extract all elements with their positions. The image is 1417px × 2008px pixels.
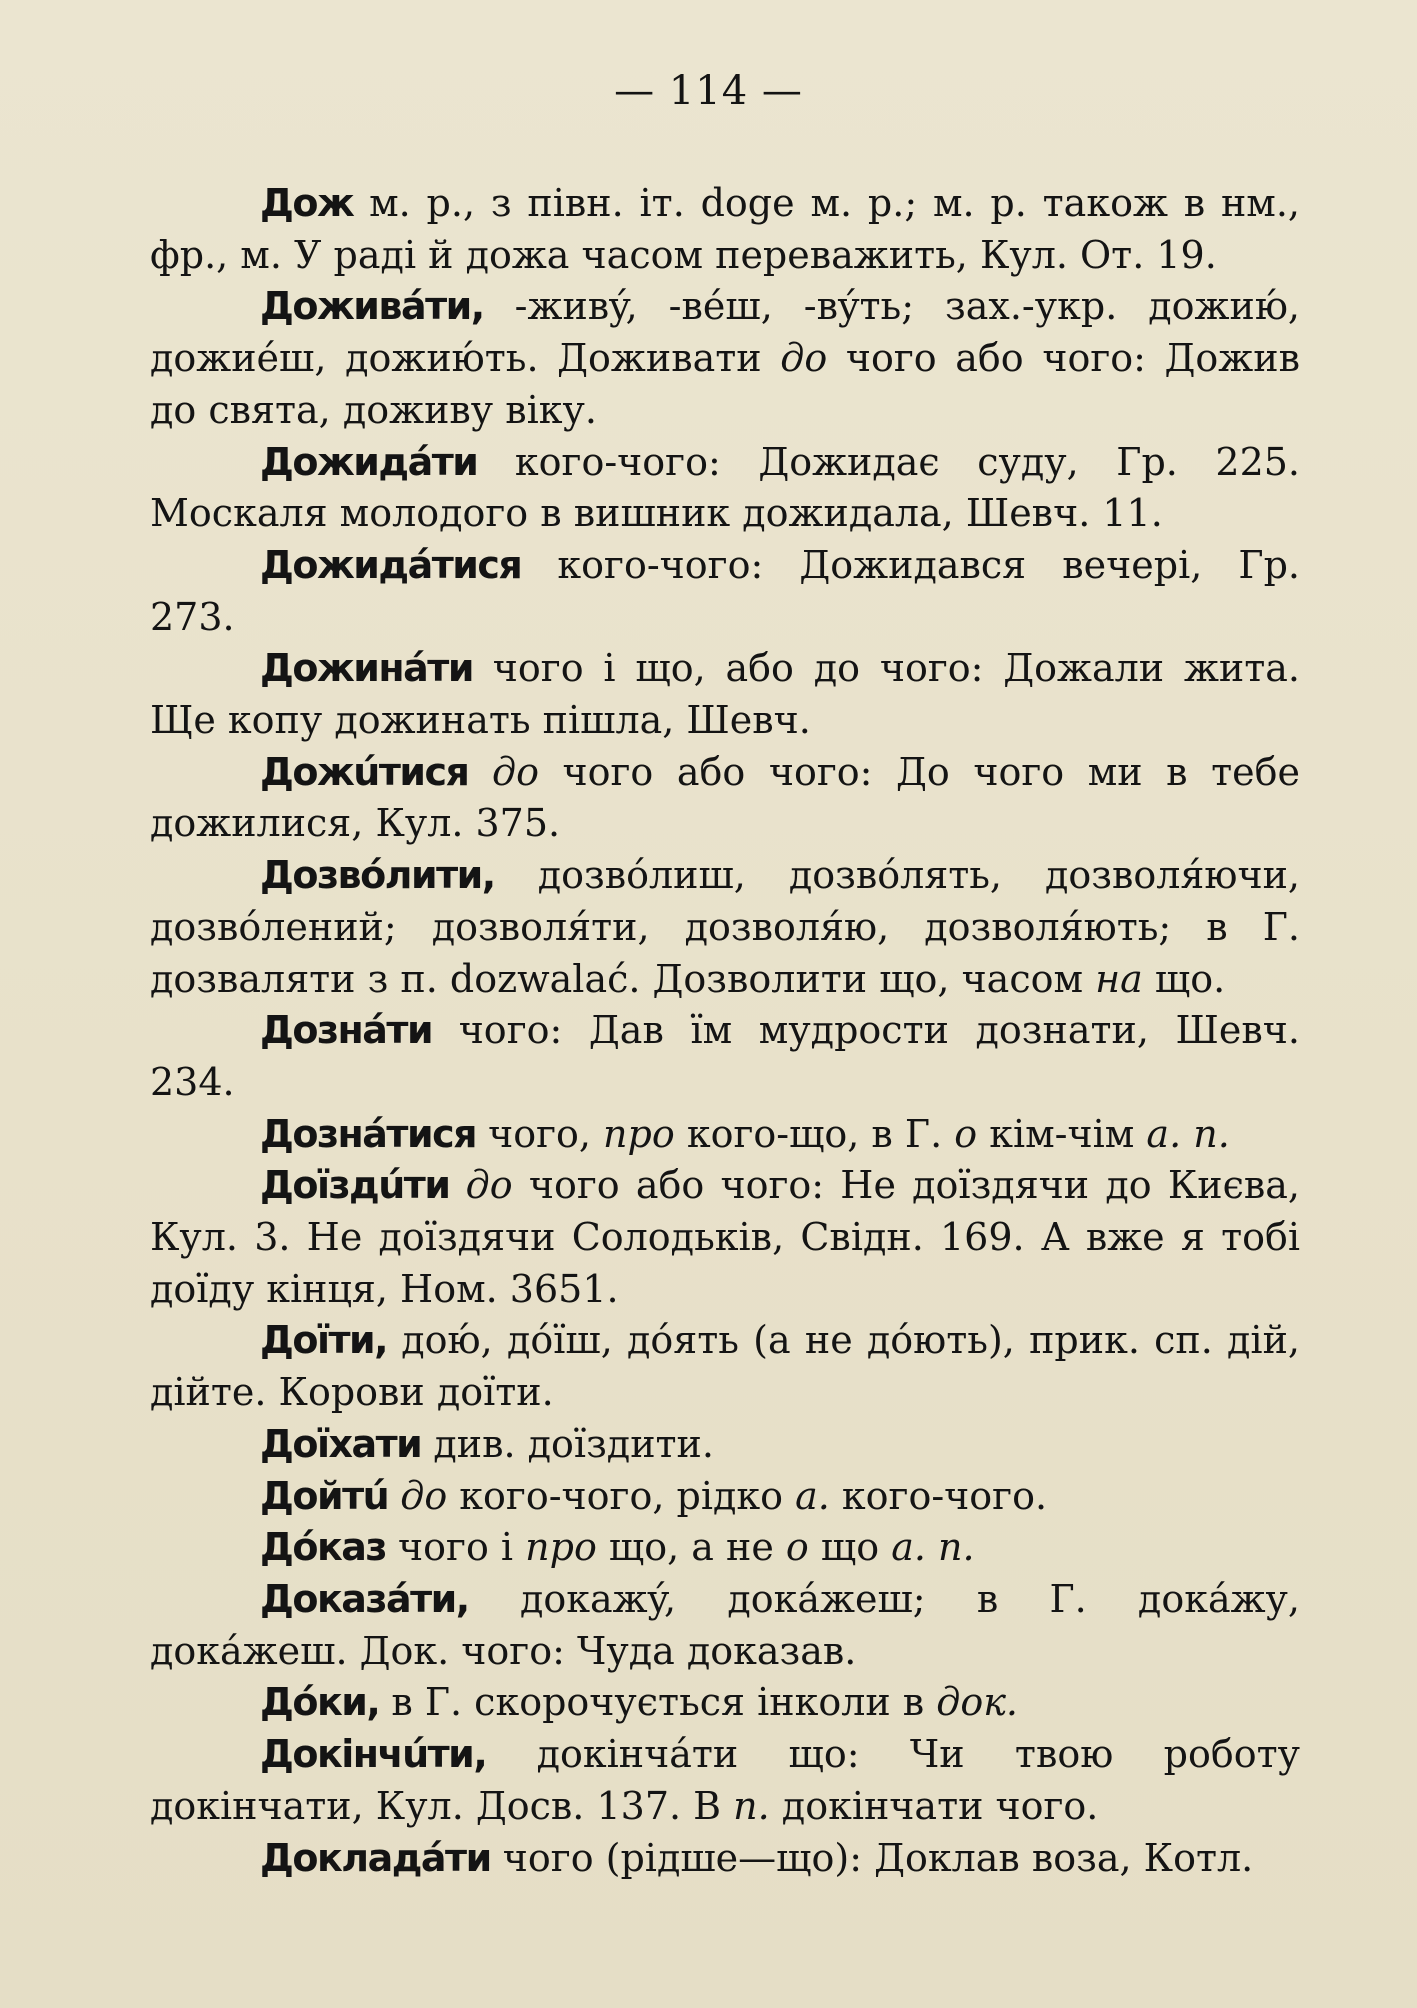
entry-text — [388, 1474, 400, 1518]
entry-text: дозвóлиш, дозвóлять, дозволя́ючи, дозвóлений; дозволя́ти, дозволя́ю, дозволя́ють; в Г. дозвaляти з п. dozwalać. Дозволити що, часом — [150, 853, 1300, 1001]
dictionary-entry — [150, 1160, 1300, 1315]
entry-text: чого і що, або до чого: Дожали жита. Ще копу дожинать пішла, Шевч. — [150, 646, 1300, 743]
entry-headword: Дож — [260, 181, 354, 225]
entry-text: чого, — [476, 1111, 604, 1156]
entry-headword: Доїздúти — [260, 1163, 450, 1208]
dictionary-entry — [150, 437, 1300, 540]
dictionary-entry — [150, 178, 1300, 281]
entry-italic-text: до — [465, 1163, 513, 1208]
entry-headword: Доказáти, — [260, 1576, 469, 1621]
dictionary-entry — [150, 747, 1300, 850]
entry-text: кім-чім — [977, 1111, 1147, 1156]
entry-headword: Дойтú — [260, 1473, 389, 1518]
dictionary-entry — [150, 1471, 1300, 1523]
entry-headword: Дозвóлити, — [260, 853, 495, 898]
dictionary-entry — [150, 540, 1300, 643]
entry-text: чого: Дав їм мудрости дознати, Шевч. 234. — [150, 1008, 1300, 1104]
entry-italic-text: до — [780, 336, 828, 381]
entry-text — [468, 750, 492, 794]
entry-italic-text: док. — [936, 1680, 1018, 1725]
entry-text: кого-чого: Дожидався вечері, Гр. 273. — [150, 542, 1300, 639]
entry-text: докінчáти що: Чи твою роботу докінчати, Кул. Досв. 137. В — [150, 1732, 1300, 1828]
entry-headword: Дознáти — [260, 1008, 433, 1053]
entry-text: кого-що, в Г. — [674, 1111, 955, 1156]
entry-italic-text: до — [491, 749, 539, 794]
entry-text: дою́, дóїш, дóять (а не дóють), прик. сп. дій, дійте. Корови доїти. — [150, 1318, 1300, 1415]
entry-headword: Доїти, — [260, 1318, 388, 1363]
dictionary-entry — [150, 1419, 1300, 1471]
dictionary-entries — [150, 178, 1300, 1884]
dictionary-entry — [150, 1522, 1300, 1574]
entry-text: що, а не — [596, 1525, 786, 1570]
dictionary-entry — [150, 850, 1300, 1005]
dictionary-entry — [150, 1574, 1300, 1677]
entry-text — [449, 1163, 465, 1207]
dictionary-entry — [150, 281, 1300, 436]
page-number: — 114 — — [614, 68, 803, 114]
entry-italic-text: на — [1095, 956, 1143, 1001]
entry-italic-text: про — [603, 1111, 675, 1156]
entry-text: чого або чого: До чого ми в тебе дожилися, Кул. 375. — [150, 749, 1300, 846]
entry-headword: Дóказ — [260, 1525, 386, 1570]
entry-text: чого або чого: Дожив до свята, доживу віку. — [150, 336, 1300, 432]
entry-text: чого або чого: Не доїздячи до Києва, Кул. 3. Не доїздячи Солодьків, Свідн. 169. А вже я тобі доїду кінця, Ном. 3651. — [150, 1163, 1300, 1311]
entry-text: чого (рідше—що): Доклав воза, Котл. — [490, 1835, 1254, 1880]
entry-text: кого-чого. — [829, 1473, 1048, 1518]
entry-italic-text: о — [785, 1525, 809, 1570]
dictionary-entry — [150, 1315, 1300, 1418]
dictionary-entry — [150, 1729, 1300, 1832]
entry-italic-text: а. — [795, 1473, 830, 1518]
entry-headword: Дóки, — [260, 1680, 380, 1725]
entry-italic-text: до — [400, 1473, 448, 1518]
entry-headword: Дожидáтися — [260, 542, 522, 587]
entry-text: що — [808, 1525, 892, 1570]
entry-text: докажý, докáжеш; в Г. докáжу, докáжеш. Док. чого: Чуда доказав. — [150, 1576, 1300, 1673]
dictionary-entry — [150, 1833, 1300, 1885]
entry-text: див. доїздити. — [421, 1421, 714, 1466]
entry-headword: Докінчúти, — [260, 1732, 487, 1777]
entry-italic-text: а. п. — [1146, 1111, 1230, 1156]
entry-italic-text: о — [954, 1111, 978, 1156]
dictionary-entry — [150, 1677, 1300, 1729]
dictionary-entry — [150, 1109, 1300, 1161]
dictionary-entry — [150, 643, 1300, 746]
entry-italic-text: про — [525, 1525, 597, 1570]
entry-headword: Докладáти — [260, 1835, 491, 1880]
entry-text: кого-чого: Дожидає суду, Гр. 225. Москаля молодого в вишник дожидала, Шевч. 11. — [150, 439, 1300, 536]
entry-text: що. — [1142, 956, 1226, 1001]
entry-headword: Дожúтися — [260, 749, 469, 794]
dictionary-entry — [150, 1005, 1300, 1108]
entry-italic-text: п. — [733, 1783, 770, 1828]
entry-text: -живý, -вéш, -вýть; зах.-укр. дожию́, дожиéш, дожию́ть. Доживати — [150, 284, 1300, 381]
entry-headword: Дожидáти — [260, 439, 478, 484]
entry-text: чого і — [385, 1525, 526, 1570]
entry-italic-text: а. п. — [891, 1525, 975, 1570]
entry-text: кого-чого, рідко — [447, 1473, 796, 1518]
entry-headword: Дознáтися — [260, 1111, 477, 1156]
entry-text: в Г. скорочується інколи в — [379, 1680, 937, 1725]
entry-text: м. р., з півн. іт. doge м. р.; м. р. також в нм., фр., м. У раді й дожа часом переважить, Кул. От. 19. — [150, 181, 1300, 277]
entry-headword: Дожинáти — [260, 646, 473, 691]
entry-headword: Доживáти, — [260, 284, 484, 329]
entry-headword: Доїхати — [260, 1421, 422, 1466]
entry-text: докінчати чого. — [769, 1783, 1099, 1828]
